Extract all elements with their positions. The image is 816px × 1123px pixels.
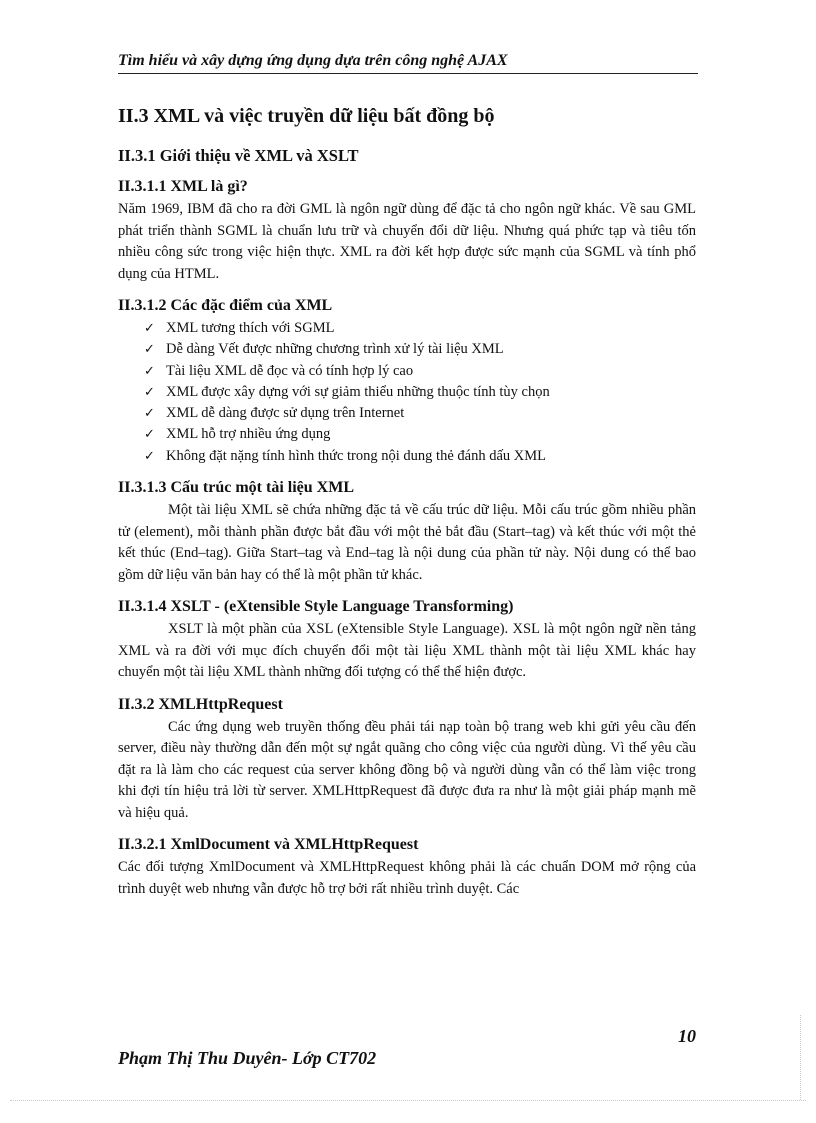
checkmark-icon: ✓ (144, 363, 155, 379)
page-body (118, 100, 696, 904)
paragraph-cau-truc: Một tài liệu XML sẽ chứa những đặc tả về cấu trúc dữ liệu. Mỗi cấu trúc gồm nhiều phần tử (element), mỗi thành phần được bắt đầu với một thẻ bắt đầu (Start–tag) và kết thúc với một thẻ kết thúc (End–tag). Giữa Start–tag và End–tag là nội dung của phần tử này. Nội dung có thể bao gồm dữ liệu văn bản hay có thể là một phần tử khác. (118, 502, 696, 583)
list-item: ✓ Không đặt nặng tính hình thức trong nội dung thẻ đánh dấu XML (144, 446, 696, 467)
section-heading-ii314: II.3.1.4 XSLT - (eXtensible Style Language Transforming) (118, 598, 514, 616)
running-header: Tìm hiểu và xây dựng ứng dụng dựa trên công nghệ AJAX (118, 52, 698, 74)
section-heading-ii312: II.3.1.2 Các đặc điểm của XML (118, 297, 333, 314)
checkmark-icon: ✓ (144, 342, 155, 358)
section-heading-ii311: II.3.1.1 XML là gì? (118, 178, 248, 195)
section-heading-ii313: II.3.1.3 Cấu trúc một tài liệu XML (118, 479, 354, 497)
section-heading-ii32: II.3.2 XMLHttpRequest (118, 695, 283, 713)
checkmark-icon: ✓ (144, 427, 155, 443)
paragraph-xmlhttprequest: Các ứng dụng web truyền thống đều phải tái nạp toàn bộ trang web khi gửi yêu cầu đến server, điều này thường dẫn đến một sự ngắt quãng cho công việc của người dùng. Vì thế yêu cầu đặt ra là làm cho các request của server không đồng bộ và người dùng vẫn có thể làm việc trong khi đợi tín hiệu trả lời từ server. XMLHttpRequest đã được đưa ra như là một giải pháp mạnh mẽ và hiệu quả. (118, 718, 696, 821)
paragraph-xml-la-gi: Năm 1969, IBM đã cho ra đời GML là ngôn ngữ dùng để đặc tả cho ngôn ngữ khác. Về sau GML phát triển thành SGML là chuẩn lưu trữ và chuyển đổi dữ liệu. Nhưng quá phức tạp và tiêu tốn nhiều công sức trong việc hiện thực. XML ra đời kết hợp được sức mạnh của SGML và tính phổ dụng của HTML. (118, 201, 696, 282)
list-item: ✓ XML tương thích với SGML (144, 318, 696, 339)
checkmark-icon: ✓ (144, 384, 155, 400)
list-item: ✓ Tài liệu XML dễ đọc và có tính hợp lý cao (144, 361, 696, 382)
checkmark-icon: ✓ (144, 321, 155, 336)
page-boundary-bottom (10, 1100, 806, 1101)
paragraph-xmldocument: Các đối tượng XmlDocument và XMLHttpRequest không phải là các chuẩn DOM mở rộng của trình duyệt web nhưng vẫn được hỗ trợ bởi rất nhiều trình duyệt. Các (118, 859, 696, 897)
list-item: ✓ Dễ dàng Vết được những chương trình xử lý tài liệu XML (144, 339, 696, 360)
list-item: ✓ XML được xây dựng với sự giảm thiểu những thuộc tính tùy chọn (144, 382, 696, 403)
feature-list (118, 318, 696, 467)
checkmark-icon: ✓ (144, 406, 155, 422)
section-heading-ii321: II.3.2.1 XmlDocument và XMLHttpRequest (118, 836, 419, 854)
section-heading-ii31: II.3.1 Giới thiệu về XML và XSLT (118, 146, 359, 165)
checkmark-icon: ✓ (144, 448, 155, 464)
footer-author: Phạm Thị Thu Duyên- Lớp CT702 (118, 1048, 377, 1068)
page-boundary-right (800, 1015, 801, 1100)
section-heading-ii3: II.3 XML và việc truyền dữ liệu bất đồng bộ (118, 105, 495, 127)
list-item: ✓ XML dễ dàng được sử dụng trên Internet (144, 403, 696, 424)
page-number: 10 (678, 1026, 696, 1046)
list-item: ✓ XML hỗ trợ nhiều ứng dụng (144, 424, 696, 445)
paragraph-xslt: XSLT là một phần của XSL (eXtensible Style Language). XSL là một ngôn ngữ nền tảng XML và ra đời với mục đích chuyển đổi một tài liệu XML thành một tài liệu XML khác hay chuyển một tài liệu XML thành những đối tượng có thể thể hiện được. (118, 621, 696, 681)
